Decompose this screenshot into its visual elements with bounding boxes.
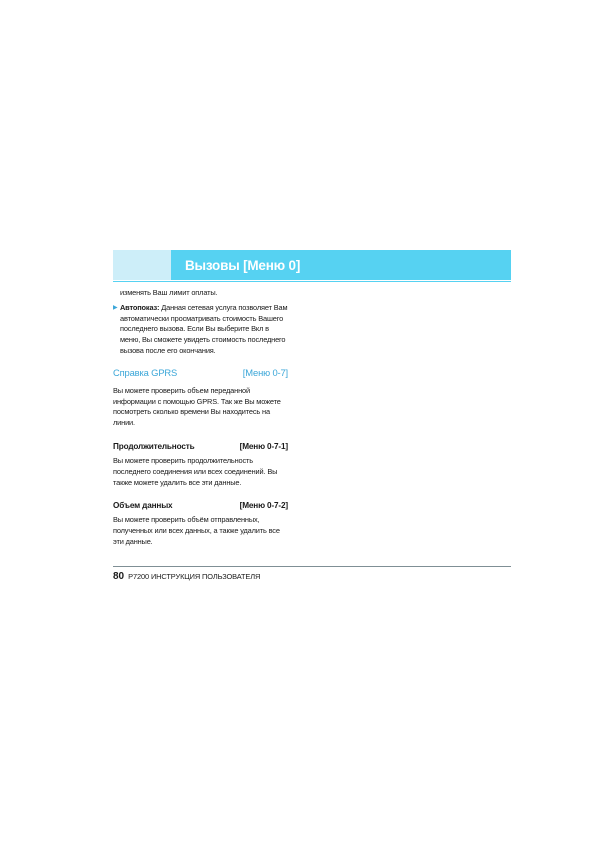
content-column [113,288,288,548]
continued-text: изменять Ваш лимит оплаты. [120,288,218,297]
volume-body: Вы можете проверить объём отправленных, полученных или всех данных, а также удалить все эти данные. [113,515,280,546]
footer-rule [113,566,511,567]
triangle-bullet-icon: ▶ [113,304,118,311]
footer-text: P7200 ИНСТРУКЦИЯ ПОЛЬЗОВАТЕЛЯ [128,572,261,581]
volume-heading [113,500,288,511]
gprs-heading [113,367,288,379]
header-rule [113,281,511,282]
section-header [113,250,511,280]
duration-menu-ref: [Меню 0-7-1] [239,441,288,451]
volume-title: Объем данных [113,501,173,511]
page-title: Вызовы [Меню 0] [185,257,301,273]
gprs-menu-ref: [Меню 0-7] [242,366,288,378]
header-title-bar [171,250,511,280]
autocost-text: Данная сетевая услуга позволяет Вам автоматически просматривать стоимость Вашего последнего вызова. Если Вы выберите Вкл в меню, Вы сможете увидеть стоимость последнего вызова после его окончания. [120,302,288,355]
gprs-title: Справка GPRS [113,366,178,378]
autocost-term: Автопоказ: [120,302,160,312]
page-footer [113,571,260,583]
header-accent-block [113,250,171,280]
page-number: 80 [113,571,125,582]
gprs-body: Вы можете проверить объем переданной информации с помощью GPRS. Так же Вы можете посмотреть сколько времени Вы находитесь на линии. [113,385,281,428]
volume-menu-ref: [Меню 0-7-2] [239,501,288,511]
duration-body: Вы можете проверить продолжительность последнего соединения или всех соединений. Вы также можете удалить все эти данные. [113,455,278,487]
autocost-item [113,303,288,357]
duration-heading [113,441,288,452]
duration-title: Продолжительность [113,441,195,451]
